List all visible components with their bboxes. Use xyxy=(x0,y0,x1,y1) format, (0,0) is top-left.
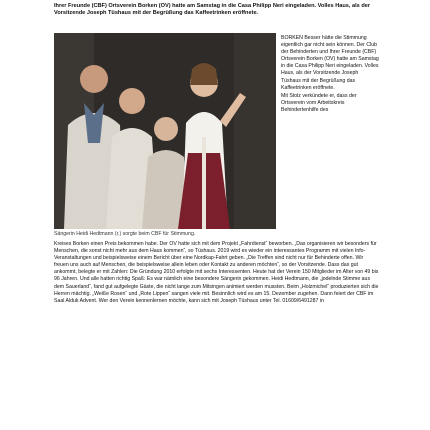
article-body xyxy=(54,241,379,305)
article-body-text: Kreises Borken einen Preis bekommen habe. Der OV hatte sich mit dem Projekt „Fahrdienst“ beworben. „Das organisieren wir besonders für Menschen, die sonst nicht mehr aus dem Haus kommen“, so Tüshaus. 2019 wird es wieder ein interessantes Programm mit vielen Info-Veranstaltungen und beispielsweise einem Bericht über eine Nordkap-Fahrt geben. „Die Treffen sind nicht nur für Behinderte offen. Wir freuen uns auch auf Menschen, die beispielsweise allein leben oder Kontakt zu anderen möchten“, so der Vorsitzende. Dass das gut ankommt, belegte er mit Zahlen: Die Gründung 2010 erfolgte mit sechs Interessenten. Heute hat der Verein 150 Mitglieder im Alter von 49 bis 96 Jahren. Und alle hatten richtig Spaß: Es war nämlich eine besondere Sängerin gekommen. Heidi Hedtmann, die „jodelnde Stimme aus dem Sauerland“, fand gut aufgelegte Gäste, die nicht lange zum Mitsingen animiert werden mussten. Beim „Holzmichel“ produzierten sich die Herren mächtig. „Weiße Rosen“ und „Rote Lippen“ sangen viele mit. Besinnlich wird es am 15. Dezember zugehen. Dann feiert der CBF im Saal Alduk Advent. Wer den Verein kennenlernen möchte, kann sich mit Joseph Tüshaus unter Tel. 01609/6491287 in xyxy=(54,241,379,304)
article-photo xyxy=(54,33,276,229)
article-headline: Ihrer Freunde (CBF) Ortsverein Borken (OV) hatte am Samstag in die Casa Philipp Neri eingeladen. Volles Haus, als der Vorsitzende Joseph Tüshaus mit der Begrüßung das Kaffeetrinken eröffnete. xyxy=(54,3,371,17)
right-column-continued: Mit Stolz verkündete er, dass der Ortsverein vom Arbeitskreis Behindertenhilfe des xyxy=(281,92,357,113)
photo-caption: Sängerin Heidi Hedtmann (r.) sorgte beim CBF für Stimmung. xyxy=(54,231,196,237)
right-column xyxy=(281,35,379,114)
photo-illustration xyxy=(54,33,276,229)
right-column-lead: BORKEN Besser hätte die Stimmung eigentlich gar nicht sein können. Der Club der Behinderten und Ihrer Freunde (CBF) Ortsverein Borken (OV) hatte am Samstag in die Casa Philipp Neri eingeladen. Volles Haus, als der Vorsitzende Joseph Tüshaus mit der Begrüßung das Kaffeetrinken eröffnete. xyxy=(281,35,379,91)
